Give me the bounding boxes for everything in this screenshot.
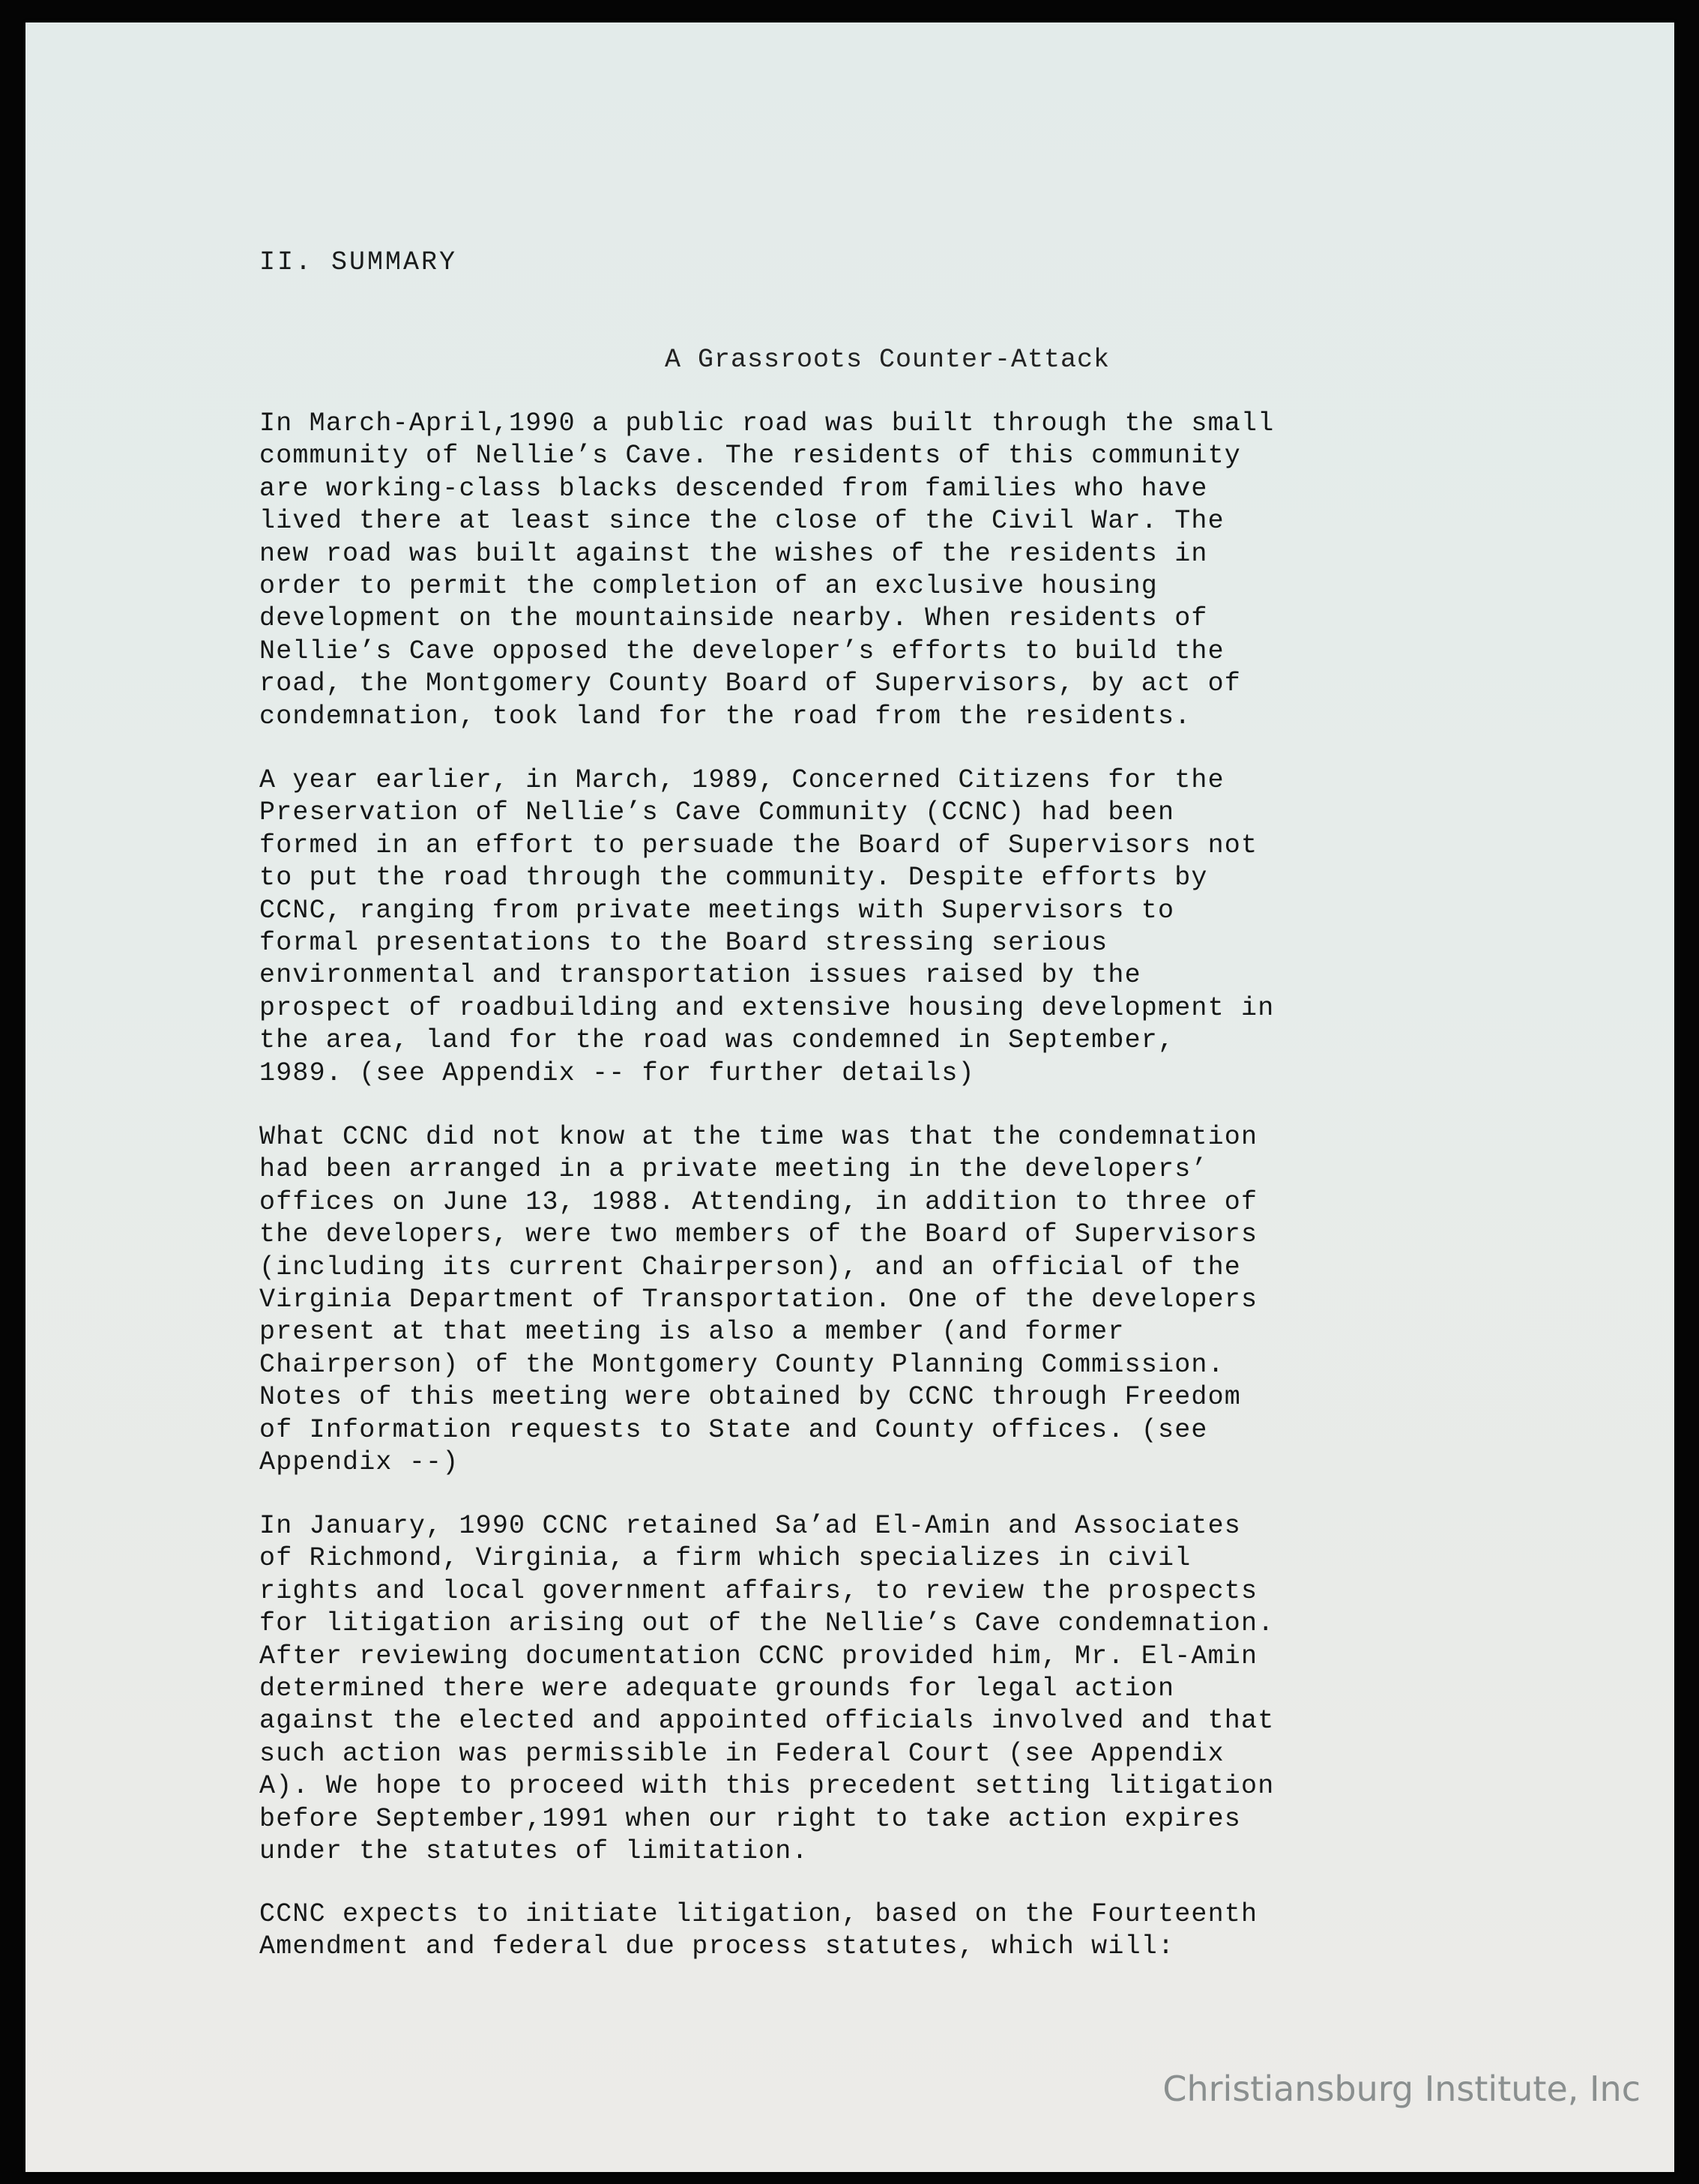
paragraph-4: In January, 1990 CCNC retained Sa’ad El-Amin and Associates of Richmond, Virginia, a firm which specializes in civil rights and local government affairs, to review the prospects for litigation arising out of the Nellie’s Cave condemnation. After reviewing documentation CCNC provided him, Mr. El-Amin determined there were adequate grounds for legal action against the elected and appointed officials involved and that such action was permissible in Federal Court (see Appendix A). We hope to proceed with this precedent setting litigation before September,1991 when our right to take action expires under the statutes of limitation.: [259, 1511, 1275, 1867]
document-page: [25, 22, 1674, 2172]
paragraph-3: What CCNC did not know at the time was that the condemnation had been arranged in a private meeting in the developers’ offices on June 13, 1988. Attending, in addition to three of the developers, were two members of the Board of Supervisors (including its current Chairperson), and an official of the Virginia Department of Transportation. One of the developers present at that meeting is also a member (and former Chairperson) of the Montgomery County Planning Commission. Notes of this meeting were obtained by CCNC through Freedom of Information requests to State and County offices. (see Appendix --): [259, 1122, 1258, 1478]
watermark: Christiansburg Institute, Inc: [1162, 2069, 1641, 2109]
section-heading: II. SUMMARY: [259, 247, 458, 277]
paragraph-2: A year earlier, in March, 1989, Concerned Citizens for the Preservation of Nellie’s Cave Community (CCNC) had been formed in an effort to persuade the Board of Supervisors not to put the road through the community. Despite efforts by CCNC, ranging from private meetings with Supervisors to formal presentations to the Board stressing serious environmental and transportation issues raised by the prospect of roadbuilding and extensive housing development in the area, land for the road was condemned in September, 1989. (see Appendix -- for further details): [259, 765, 1275, 1088]
paragraph-5: CCNC expects to initiate litigation, based on the Fourteenth Amendment and federal due process statutes, which will:: [259, 1899, 1258, 1962]
paragraph-1: In March-April,1990 a public road was built through the small community of Nellie’s Cave. The residents of this community are working-class blacks descended from families who have lived there at least since the close of the Civil War. The new road was built against the wishes of the residents in order to permit the completion of an exclusive housing development on the mountainside nearby. When residents of Nellie’s Cave opposed the developer’s efforts to build the road, the Montgomery County Board of Supervisors, by act of condemnation, took land for the road from the residents.: [259, 408, 1275, 731]
document-subtitle: A Grassroots Counter-Attack: [664, 345, 1111, 375]
